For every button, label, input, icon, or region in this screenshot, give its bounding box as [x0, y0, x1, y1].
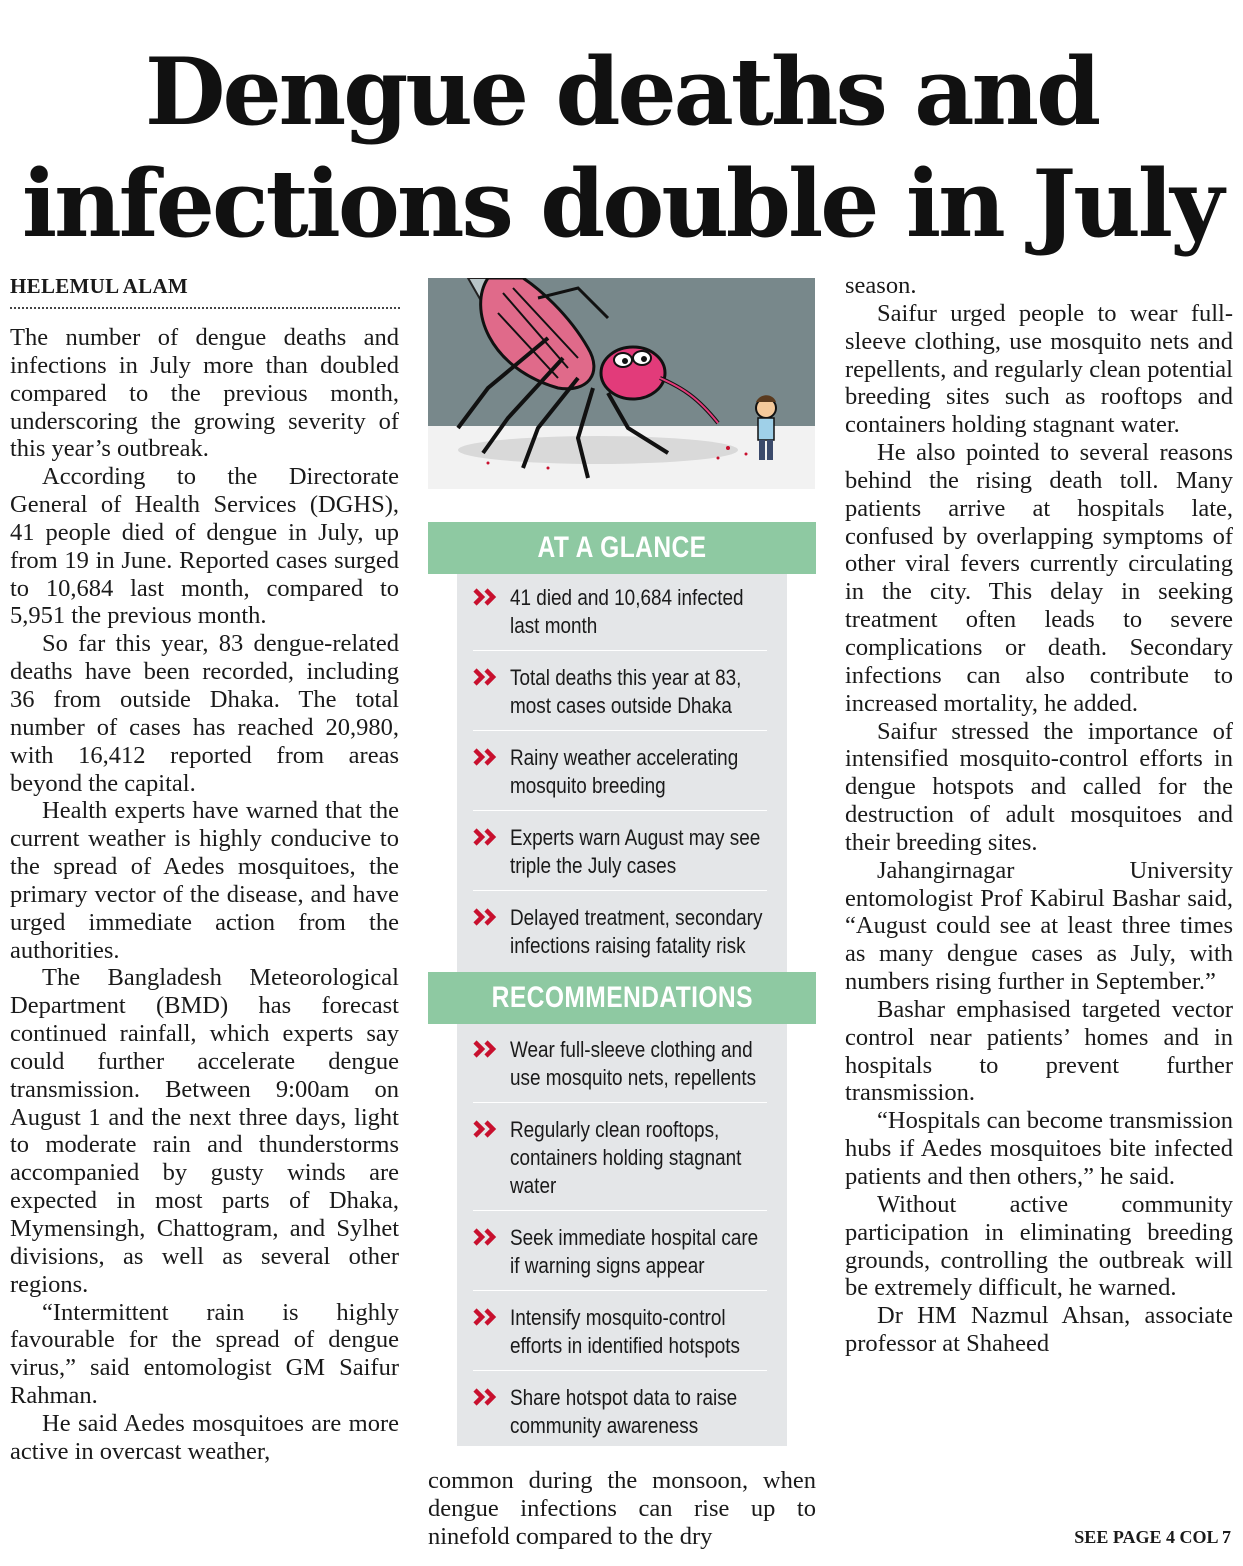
list-item: Regularly clean rooftops, containers holding stagnant water	[473, 1114, 767, 1211]
at-a-glance-header	[428, 522, 816, 574]
paragraph: Saifur urged people to wear full-sleeve clothing, use mosquito nets and repellents, and regularly clean potential breeding sites such as rooftops and containers holding stagnant water.	[845, 299, 1233, 439]
paragraph: season.	[845, 272, 917, 299]
mosquito-cartoon-icon	[428, 278, 815, 489]
article-column-1	[10, 324, 399, 1564]
list-item: Wear full-sleeve clothing and use mosquito nets, repellents	[473, 1034, 767, 1103]
recommendations-header	[428, 972, 816, 1024]
recommendations-title: RECOMMENDATIONS	[491, 981, 753, 1014]
list-item: Experts warn August may see triple the July cases	[473, 822, 767, 891]
list-item: Intensify mosquito-control efforts in identified hotspots	[473, 1302, 767, 1371]
double-chevron-icon	[473, 827, 499, 847]
at-a-glance-list	[473, 582, 767, 981]
headline-line-2: infections double in July	[21, 149, 1222, 258]
paragraph: Saifur stressed the importance of intensified mosquito-control efforts in dengue hotspots and called for the destruction of adult mosquitoes and their breeding sites.	[845, 717, 1233, 856]
article-column-2-continuation	[428, 1467, 816, 1565]
at-a-glance-title: AT A GLANCE	[537, 531, 707, 564]
paragraph: So far this year, 83 dengue-related deaths have been recorded, including 36 from outside Dhaka. The total number of cases has reached 20,980, with 16,412 reported from areas beyond the capital.	[10, 630, 399, 797]
byline: HELEMUL ALAM	[10, 274, 400, 309]
paragraph: He also pointed to several reasons behind the rising death toll. Many patients arrive at hospitals late, confused by overlapping symptoms of other viral fevers currently circulating in the city. This delay in seeking treatment often leads to severe complications or death. Secondary infections can also contribute to increased mortality, he added.	[845, 439, 1233, 717]
double-chevron-icon	[473, 1039, 499, 1059]
headline-line-1: Dengue deaths and	[144, 37, 1099, 146]
list-item: Seek immediate hospital care if warning signs appear	[473, 1222, 767, 1291]
double-chevron-icon	[473, 667, 499, 687]
double-chevron-icon	[473, 747, 499, 767]
list-item: 41 died and 10,684 infected last month	[473, 582, 767, 651]
double-chevron-icon	[473, 1119, 499, 1139]
double-chevron-icon	[473, 1307, 499, 1327]
paragraph: common during the monsoon, when dengue infections can rise up to ninefold compared to the dry	[428, 1467, 816, 1550]
headline	[0, 36, 1243, 260]
paragraph: Dr HM Nazmul Ahsan, associate professor at Shaheed	[845, 1302, 1233, 1358]
paragraph: He said Aedes mosquitoes are more active in overcast weather,	[10, 1409, 399, 1465]
list-item: Total deaths this year at 83, most cases outside Dhaka	[473, 662, 767, 731]
paragraph: Bashar emphasised targeted vector control near patients’ homes and in hospitals to prevent further transmission.	[845, 995, 1233, 1107]
double-chevron-icon	[473, 587, 499, 607]
article-column-3	[845, 272, 1233, 1532]
paragraph: The Bangladesh Meteorological Department (BMD) has forecast continued rainfall, which experts say could further accelerate dengue transmission. Between 9:00am on August 1 and the next three days, light to moderate rain and thunderstorms accompanied by gusty winds are expected in most parts of Dhaka, Mymensingh, Chattogram, and Sylhet divisions, as well as several other regions.	[10, 964, 399, 1298]
list-item: Share hotspot data to raise community awareness	[473, 1382, 767, 1450]
recommendations-list	[473, 1034, 767, 1461]
paragraph: The number of dengue deaths and infections in July more than doubled compared to the previous month, underscoring the growing severity of this year’s outbreak.	[10, 324, 399, 463]
double-chevron-icon	[473, 1387, 499, 1407]
paragraph: According to the Directorate General of Health Services (DGHS), 41 people died of dengue in July, up from 19 in June. Reported cases surged to 10,684 last month, compared to 5,951 the previous month.	[10, 463, 399, 630]
mosquito-illustration	[428, 278, 815, 489]
paragraph: “Hospitals can become transmission hubs if Aedes mosquitoes bite infected patients and then others,” he said.	[845, 1107, 1233, 1190]
paragraph: Jahangirnagar University entomologist Prof Kabirul Bashar said, “August could see at least three times as many dengue cases as July, with numbers rising further in September.”	[845, 856, 1233, 996]
list-item: Rainy weather accelerating mosquito breeding	[473, 742, 767, 811]
paragraph: “Intermittent rain is highly favourable for the spread of dengue virus,” said entomologist GM Saifur Rahman.	[10, 1298, 399, 1410]
continuation-jump: SEE PAGE 4 COL 7	[1074, 1527, 1231, 1547]
list-item: Delayed treatment, secondary infections raising fatality risk	[473, 902, 767, 970]
double-chevron-icon	[473, 1227, 499, 1247]
double-chevron-icon	[473, 907, 499, 927]
paragraph: Without active community participation in eliminating breeding grounds, controlling the outbreak will be extremely difficult, he warned.	[845, 1190, 1233, 1302]
paragraph: Health experts have warned that the current weather is highly conducive to the spread of Aedes mosquitoes, the primary vector of the disease, and have urged immediate action from the authorities.	[10, 797, 399, 964]
